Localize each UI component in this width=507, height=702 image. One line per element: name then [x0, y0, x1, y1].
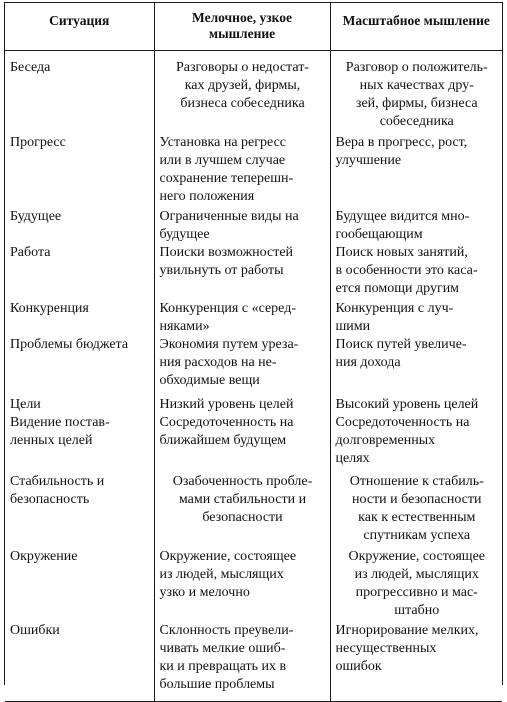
cell-narrow: Конкуренция с «серед- няками» — [154, 300, 330, 336]
table-row — [5, 622, 502, 701]
cell-narrow: Ограниченные виды на будущее — [154, 208, 330, 244]
table-row — [5, 208, 502, 244]
cell-broad: Будущее видится мно- гообещающим — [330, 208, 502, 244]
cell-broad: Поиск новых занятий, в особенности это каса- ется помощи другим — [330, 244, 502, 300]
cell-narrow: Склонность преувели- чивать мелкие ошиб- ки и превращать их в большие проблемы — [154, 622, 330, 701]
header-broad-thinking: Масштабное мышление — [330, 3, 502, 51]
table-row — [5, 468, 502, 548]
cell-broad: Игнорирование мелких, несущественных ошибок — [330, 622, 502, 701]
cell-narrow: Озабоченность пробле- мами стабильности и безопасности — [154, 468, 330, 548]
cell-broad: Вера в прогресс, рост, улучшение — [330, 131, 502, 208]
header-narrow-thinking: Мелочное, узкое мышление — [154, 3, 330, 51]
comparison-table-container — [4, 2, 503, 692]
table-row — [5, 336, 502, 393]
cell-situation: Окружение — [10, 549, 78, 564]
cell-broad: Высокий уровень целей Сосредоточенность на долговременных целях — [330, 393, 502, 468]
cell-broad: Отношение к стабиль- ности и безопасности как к естественным спутникам успеха — [330, 468, 502, 548]
cell-situation: Ошибки — [5, 622, 154, 701]
cell-situation: Цели Видение постав- ленных целей — [10, 397, 110, 448]
cell-situation: Беседа — [10, 60, 51, 75]
table-header-row — [5, 3, 502, 51]
cell-narrow: Поиски возможностей увильнуть от работы — [154, 244, 330, 300]
cell-narrow: Разговоры о недостат- ках друзей, фирмы, бизнеса собеседника — [154, 51, 330, 132]
cell-narrow: Установка на регресс или в лучшем случае сохранение теперешн- него положения — [154, 131, 330, 208]
table-row — [5, 393, 502, 468]
cell-situation: Прогресс — [10, 135, 66, 150]
cell-narrow: Окружение, состоящее из людей, мыслящих узко и мелочно — [154, 548, 330, 622]
header-situation: Ситуация — [5, 3, 154, 51]
table-row — [5, 300, 502, 336]
cell-broad: Разговор о положитель- ных качествах дру- зей, фирмы, бизнеса собеседника — [330, 51, 502, 132]
table-row — [5, 244, 502, 300]
cell-narrow: Экономия путем уреза- ния расходов на не- обходимые вещи — [154, 336, 330, 393]
cell-narrow: Низкий уровень целей Сосредоточенность на ближайшем будущем — [154, 393, 330, 468]
cell-situation: Будущее — [10, 209, 62, 224]
table-row — [5, 548, 502, 622]
cell-situation: Конкуренция — [10, 301, 89, 316]
cell-situation: Стабильность и безопасность — [10, 474, 105, 507]
cell-broad: Поиск путей увеличе- ния дохода — [330, 336, 502, 393]
cell-broad: Окружение, состоящее из людей, мыслящих прогрессивно и мас- штабно — [330, 548, 502, 622]
table-row — [5, 51, 502, 132]
comparison-table — [5, 2, 502, 702]
cell-situation: Работа — [10, 245, 51, 260]
cell-broad: Конкуренция с луч- шими — [330, 300, 502, 336]
table-row — [5, 131, 502, 208]
cell-situation: Проблемы бюджета — [10, 337, 129, 352]
